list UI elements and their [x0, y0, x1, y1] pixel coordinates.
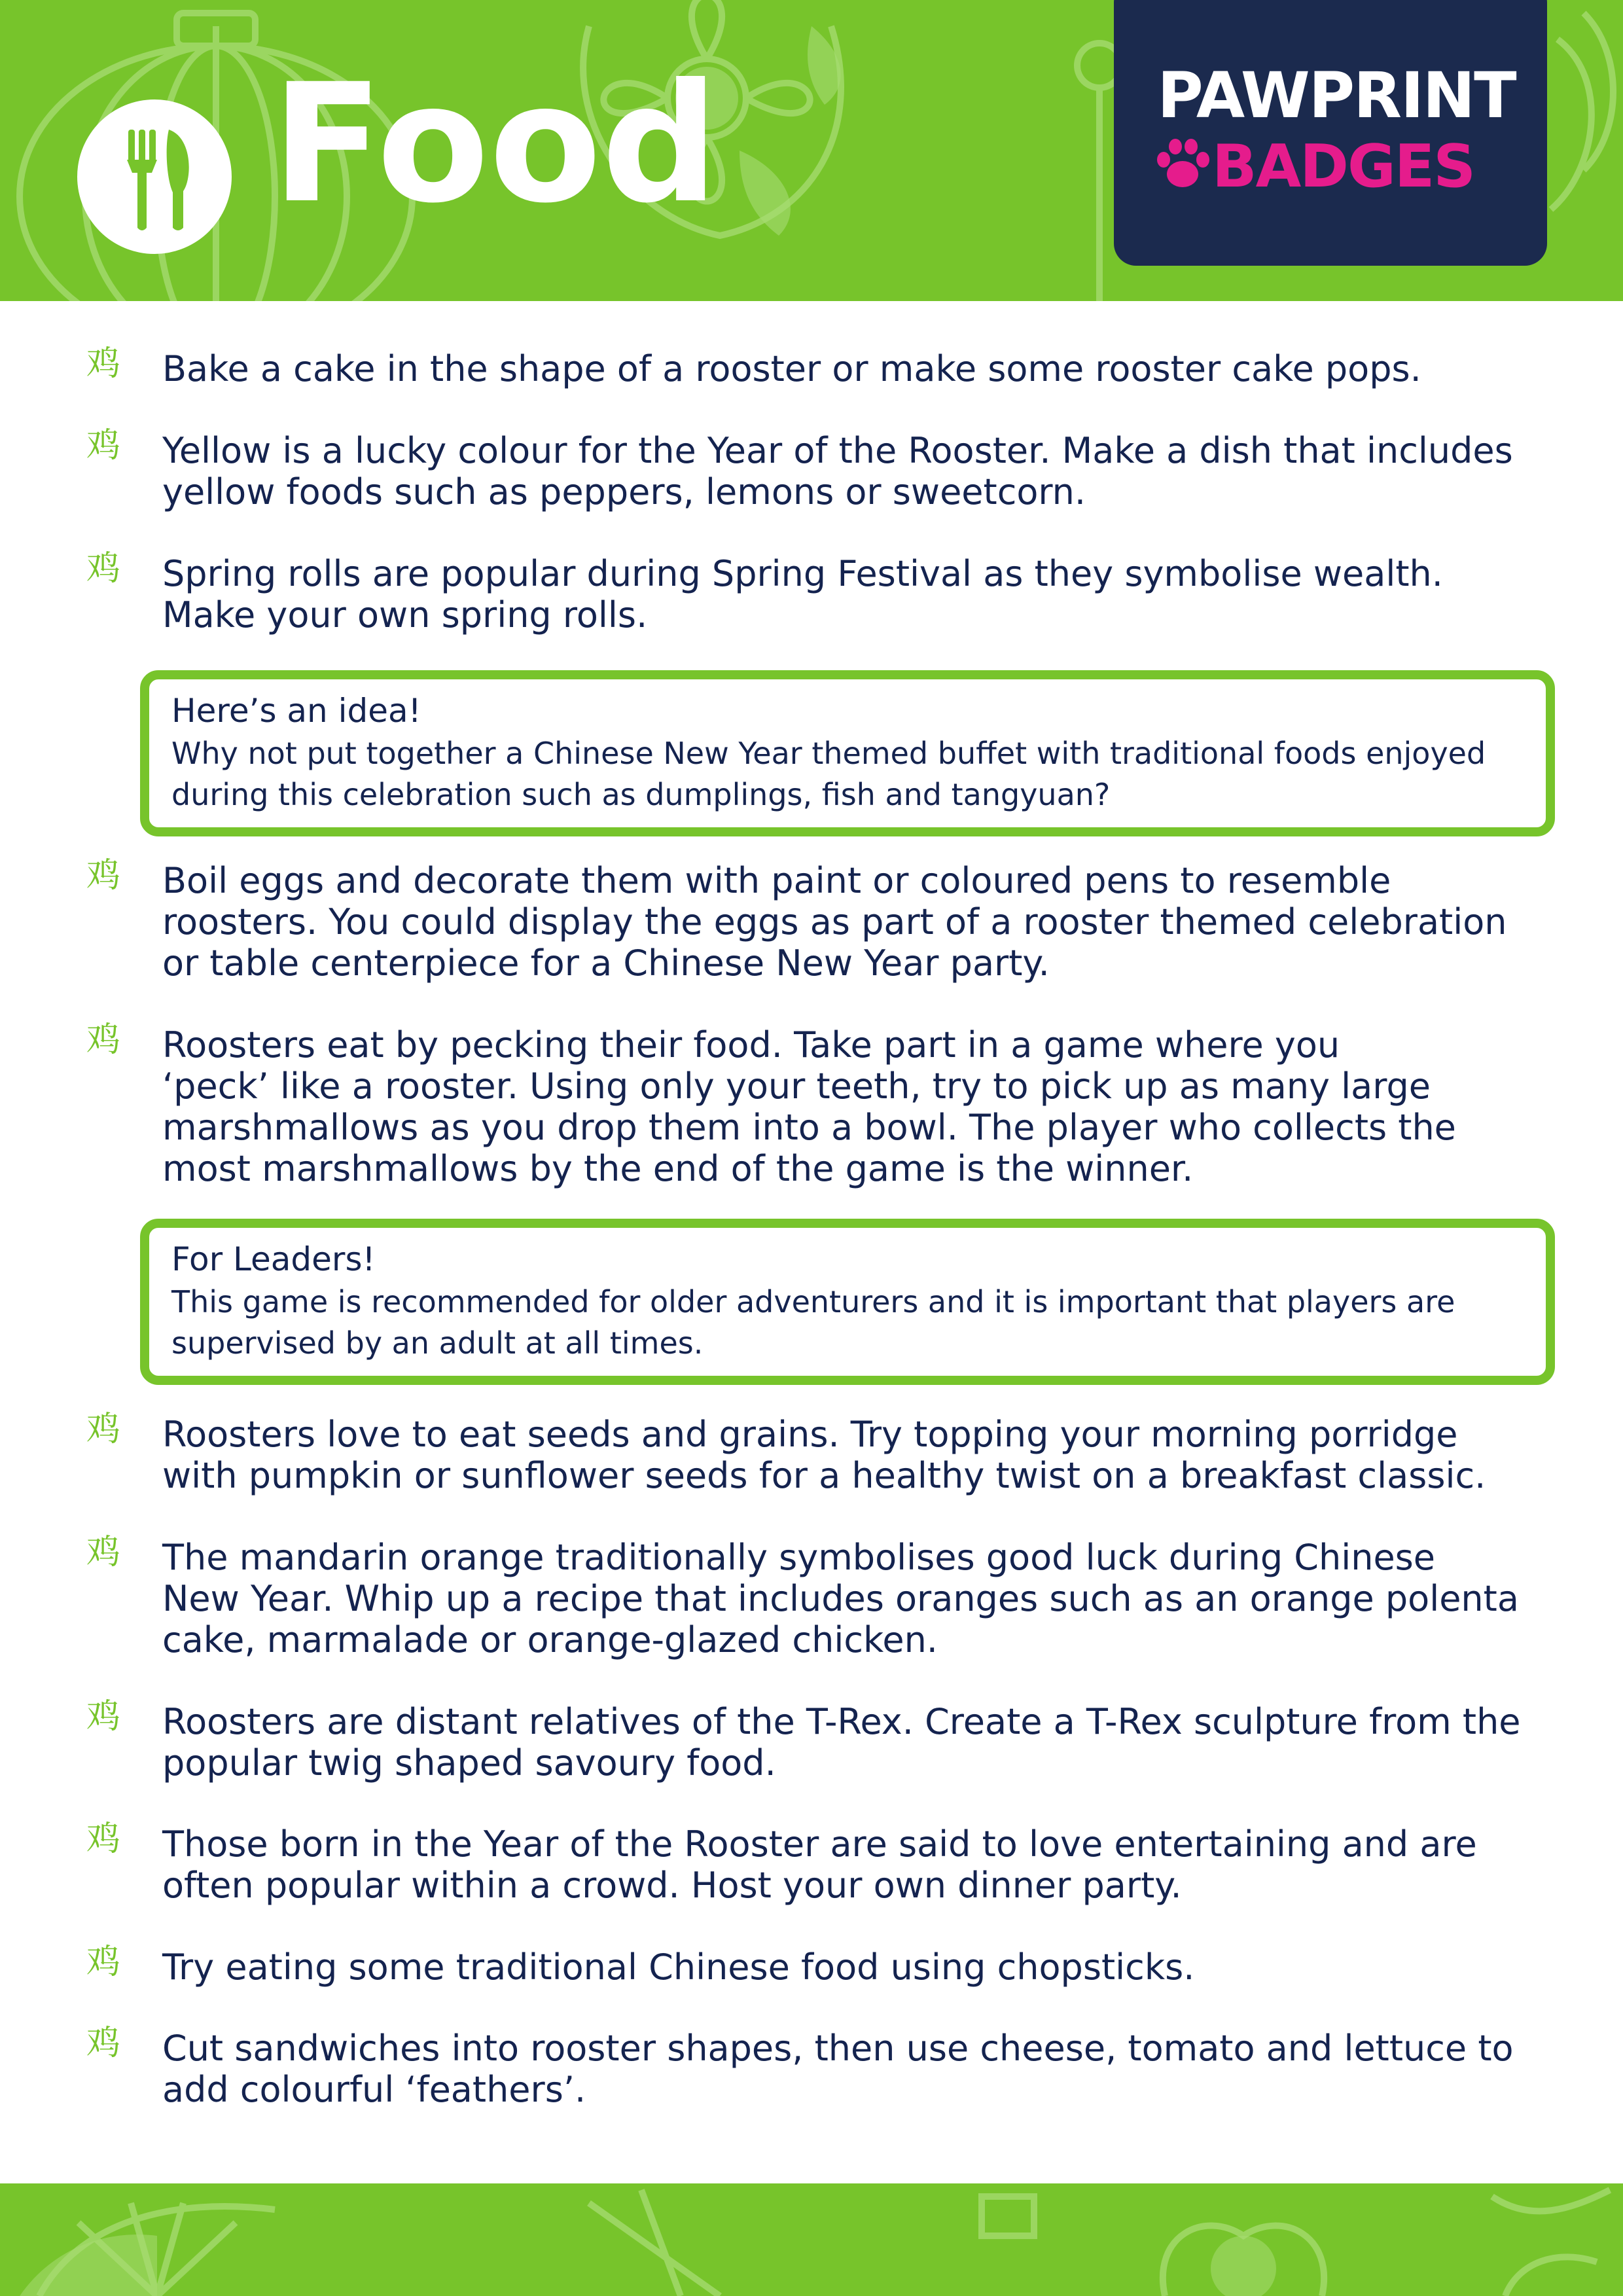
leaders-callout — [140, 1219, 1555, 1385]
callout-title: Here’s an idea! — [171, 692, 421, 730]
rooster-character-icon: 鸡 — [86, 1533, 121, 1572]
rooster-character-icon: 鸡 — [86, 856, 121, 895]
activity-text: Roosters love to eat seeds and grains. Try topping your morning porridge with pumpkin or sunflower seeds for a healthy twist on a breakfast classic. — [162, 1414, 1486, 1496]
pawprint-badges-logo — [1114, 0, 1547, 266]
rooster-character-icon: 鸡 — [86, 344, 121, 384]
activity-text: The mandarin orange traditionally symbolises good luck during Chinese New Year. Whip up a recipe that includes oranges such as an orange polenta cake, marmalade or orange-glazed chicken. — [162, 1537, 1519, 1660]
paw-icon — [1154, 136, 1211, 192]
activity-text: Boil eggs and decorate them with paint or coloured pens to resemble roosters. You could display the eggs as part of a rooster themed celebration or table centerpiece for a Chinese New Year party. — [162, 860, 1507, 984]
rooster-character-icon: 鸡 — [86, 1820, 121, 1859]
activity-text: Bake a cake in the shape of a rooster or make some rooster cake pops. — [162, 348, 1421, 389]
rooster-character-icon: 鸡 — [86, 1020, 121, 1060]
fork-knife-icon — [77, 99, 232, 254]
activity-text: Spring rolls are popular during Spring Festival as they symbolise wealth. Make your own spring rolls. — [162, 553, 1443, 636]
activity-text: Try eating some traditional Chinese food using chopsticks. — [162, 1946, 1195, 1988]
rooster-character-icon: 鸡 — [86, 426, 121, 465]
decorative-pattern — [0, 2183, 1623, 2296]
callout-body: Why not put together a Chinese New Year themed buffet with traditional foods enjoyed during this celebration such as dumplings, fish and tangyuan? — [171, 736, 1486, 812]
rooster-character-icon: 鸡 — [86, 549, 121, 588]
logo-line-2: BADGES — [1212, 132, 1475, 201]
activity-text: Roosters are distant relatives of the T-Rex. Create a T-Rex sculpture from the popular twig shaped savoury food. — [162, 1701, 1521, 1784]
activity-text: Cut sandwiches into rooster shapes, then use cheese, tomato and lettuce to add colourful ‘feathers’. — [162, 2028, 1514, 2110]
activity-text: Yellow is a lucky colour for the Year of the Rooster. Make a dish that includes yellow foods such as peppers, lemons or sweetcorn. — [162, 430, 1513, 512]
header-banner — [0, 0, 1623, 301]
idea-callout — [140, 670, 1555, 836]
logo-line-1: PAWPRINT — [1157, 59, 1516, 132]
page-title: Food — [272, 48, 719, 239]
activity-text: Those born in the Year of the Rooster are said to love entertaining and are often popular within a crowd. Host your own dinner party. — [162, 1823, 1477, 1906]
rooster-character-icon: 鸡 — [86, 2024, 121, 2063]
rooster-character-icon: 鸡 — [86, 1697, 121, 1736]
rooster-character-icon: 鸡 — [86, 1410, 121, 1449]
rooster-character-icon: 鸡 — [86, 1943, 121, 1982]
callout-body: This game is recommended for older adventurers and it is important that players are supervised by an adult at all times. — [171, 1284, 1455, 1361]
footer-banner — [0, 2183, 1623, 2296]
activity-text: Roosters eat by pecking their food. Take part in a game where you ‘peck’ like a rooster. Using only your teeth, try to pick up as many large marshmallows as you drop them into a bowl. The player who collects the most marshmallows by the end of the game is the winner. — [162, 1024, 1456, 1189]
callout-title: For Leaders! — [171, 1240, 376, 1278]
